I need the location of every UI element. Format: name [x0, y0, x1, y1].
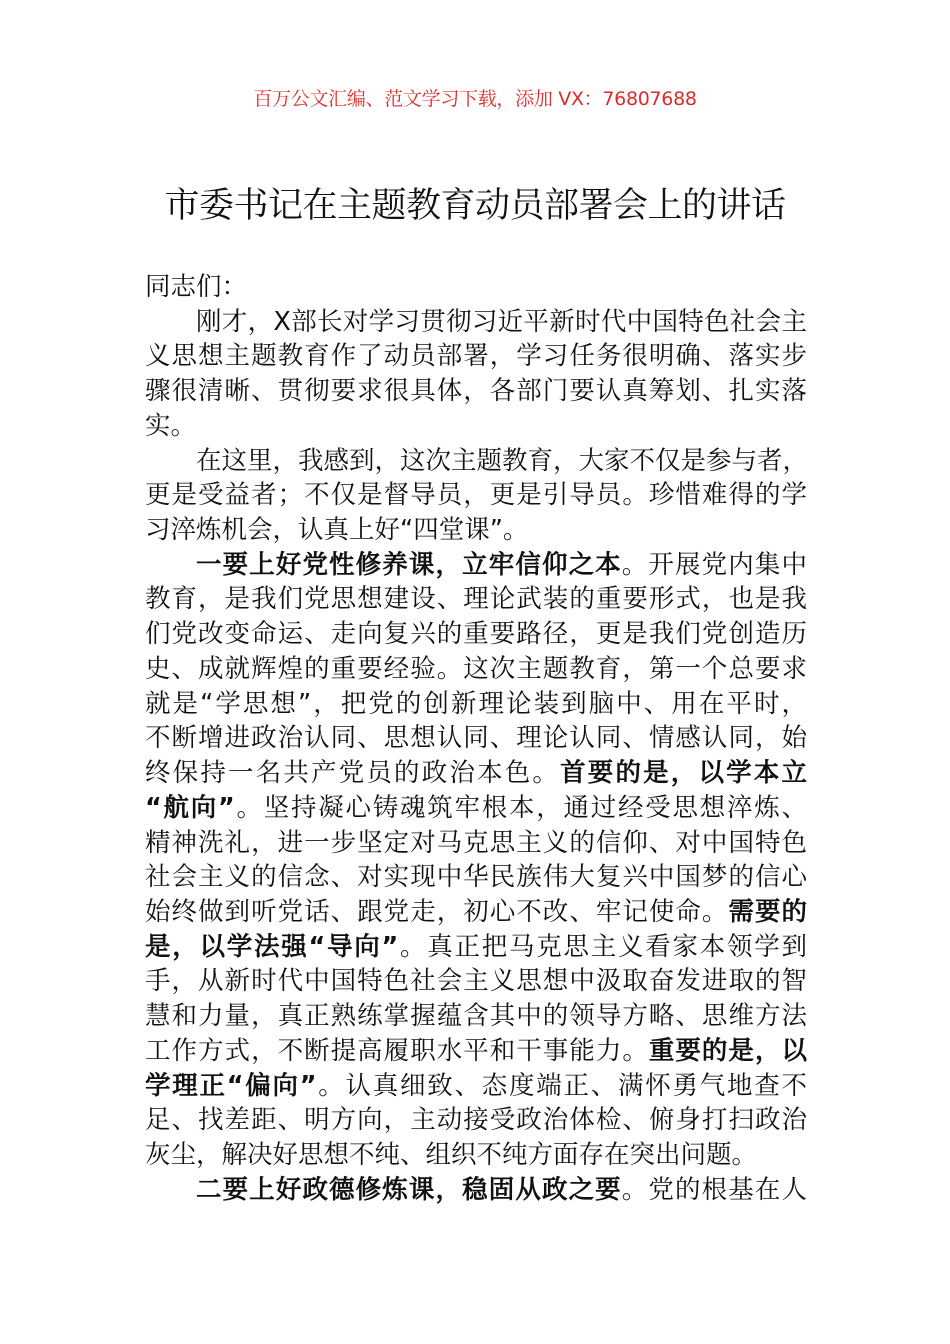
paragraph [145, 270, 807, 305]
text-line [145, 826, 807, 861]
text-line [145, 687, 807, 722]
text-line [145, 339, 807, 374]
bold-text: “航向” [145, 792, 235, 823]
text-run: 。坚持凝心铸魂筑牢根本，通过经受思想淬炼、 [234, 792, 807, 823]
text-run: 慧和力量，真正熟练掌握蕴含其中的领导方略、思维方法 [145, 1001, 807, 1032]
text-line [145, 1173, 807, 1208]
text-line [145, 270, 807, 305]
text-line [145, 999, 807, 1034]
text-run: 教育，是我们党思想建设、理论武装的重要形式，也是我 [145, 584, 807, 615]
bold-text: 首要的是，以学本立 [560, 758, 807, 789]
paragraph [145, 548, 807, 1173]
bold-text: 一要上好党性修养课，立牢信仰之本 [196, 549, 622, 580]
text-line [145, 652, 807, 687]
bold-text: 二要上好政德修炼课，稳固从政之要 [196, 1174, 622, 1205]
text-line [145, 860, 807, 895]
text-run: 始终做到听党话、跟党走，初心不改、牢记使命。 [145, 896, 729, 927]
text-run: 实。 [145, 410, 197, 441]
text-line [145, 444, 807, 479]
text-run: 习淬炼机会，认真上好“四堂课”。 [145, 515, 529, 546]
text-run: 社会主义的信念、对实现中华民族伟大复兴中国梦的信心 [145, 862, 807, 893]
text-line [145, 478, 807, 513]
paragraph [145, 305, 807, 444]
text-line [145, 930, 807, 965]
bold-text: 是，以学法强“导向” [145, 931, 399, 962]
text-run: 不断增进政治认同、思想认同、理论认同、情感认同，始 [145, 723, 807, 754]
text-run: 在这里，我感到，这次主题教育，大家不仅是参与者， [196, 445, 809, 476]
text-line [145, 409, 807, 444]
text-line [145, 895, 807, 930]
text-run: 。开展党内集中 [621, 549, 807, 580]
text-run: 们党改变命运、走向复兴的重要路径，更是我们党创造历 [145, 619, 807, 650]
bold-text: 需要的 [728, 896, 807, 927]
text-line [145, 513, 807, 548]
text-run: 足、找差距、明方向，主动接受政治体检、俯身打扫政治 [145, 1105, 807, 1136]
text-run: 精神洗礼，进一步坚定对马克思主义的信仰、对中国特色 [145, 827, 807, 858]
text-line [145, 1138, 807, 1173]
paragraph [145, 1173, 807, 1208]
text-line [145, 721, 807, 756]
text-line [145, 617, 807, 652]
text-run: 工作方式，不断提高履职水平和干事能力。 [145, 1035, 649, 1066]
text-run: 。认真细致、态度端正、满怀勇气地查不 [316, 1070, 807, 1101]
text-run: 终保持一名共产党员的政治本色。 [145, 758, 561, 789]
text-line [145, 548, 807, 583]
watermark-header: 百万公文汇编、范文学习下载，添加 VX：76807688 [253, 88, 697, 110]
text-run: 同志们： [145, 272, 248, 302]
text-line [145, 964, 807, 999]
document-body [145, 270, 807, 1207]
text-line [145, 374, 807, 409]
text-run: 就是“学思想”，把党的创新理论装到脑中、用在平时， [145, 688, 807, 719]
text-run: 义思想主题教育作了动员部署，学习任务很明确、落实步 [145, 341, 807, 372]
text-run: 骤很清晰、贯彻要求很具体，各部门要认真筹划、扎实落 [145, 376, 807, 407]
bold-text: 重要的是，以 [648, 1035, 807, 1066]
text-line [145, 1034, 807, 1069]
text-run: 更是受益者；不仅是督导员，更是引导员。珍惜难得的学 [145, 480, 807, 511]
text-line [145, 1069, 807, 1104]
text-run: 手，从新时代中国特色社会主义思想中汲取奋发进取的智 [145, 966, 807, 997]
text-run: 史、成就辉煌的重要经验。这次主题教育，第一个总要求 [145, 653, 807, 684]
text-run: 灰尘，解决好思想不纯、组织不纯方面存在突出问题。 [145, 1139, 758, 1170]
text-line [145, 305, 807, 340]
paragraph [145, 444, 807, 548]
bold-text: 学理正“偏向” [145, 1070, 317, 1101]
document-title: 市委书记在主题教育动员部署会上的讲话 [164, 186, 786, 226]
text-line [145, 791, 807, 826]
text-line [145, 756, 807, 791]
text-run: 。党的根基在人 [621, 1174, 807, 1205]
text-line [145, 582, 807, 617]
text-line [145, 1103, 807, 1138]
text-run: 刚才，X部长对学习贯彻习近平新时代中国特色社会主 [196, 306, 807, 337]
text-run: 。真正把马克思主义看家本领学到 [398, 931, 807, 962]
